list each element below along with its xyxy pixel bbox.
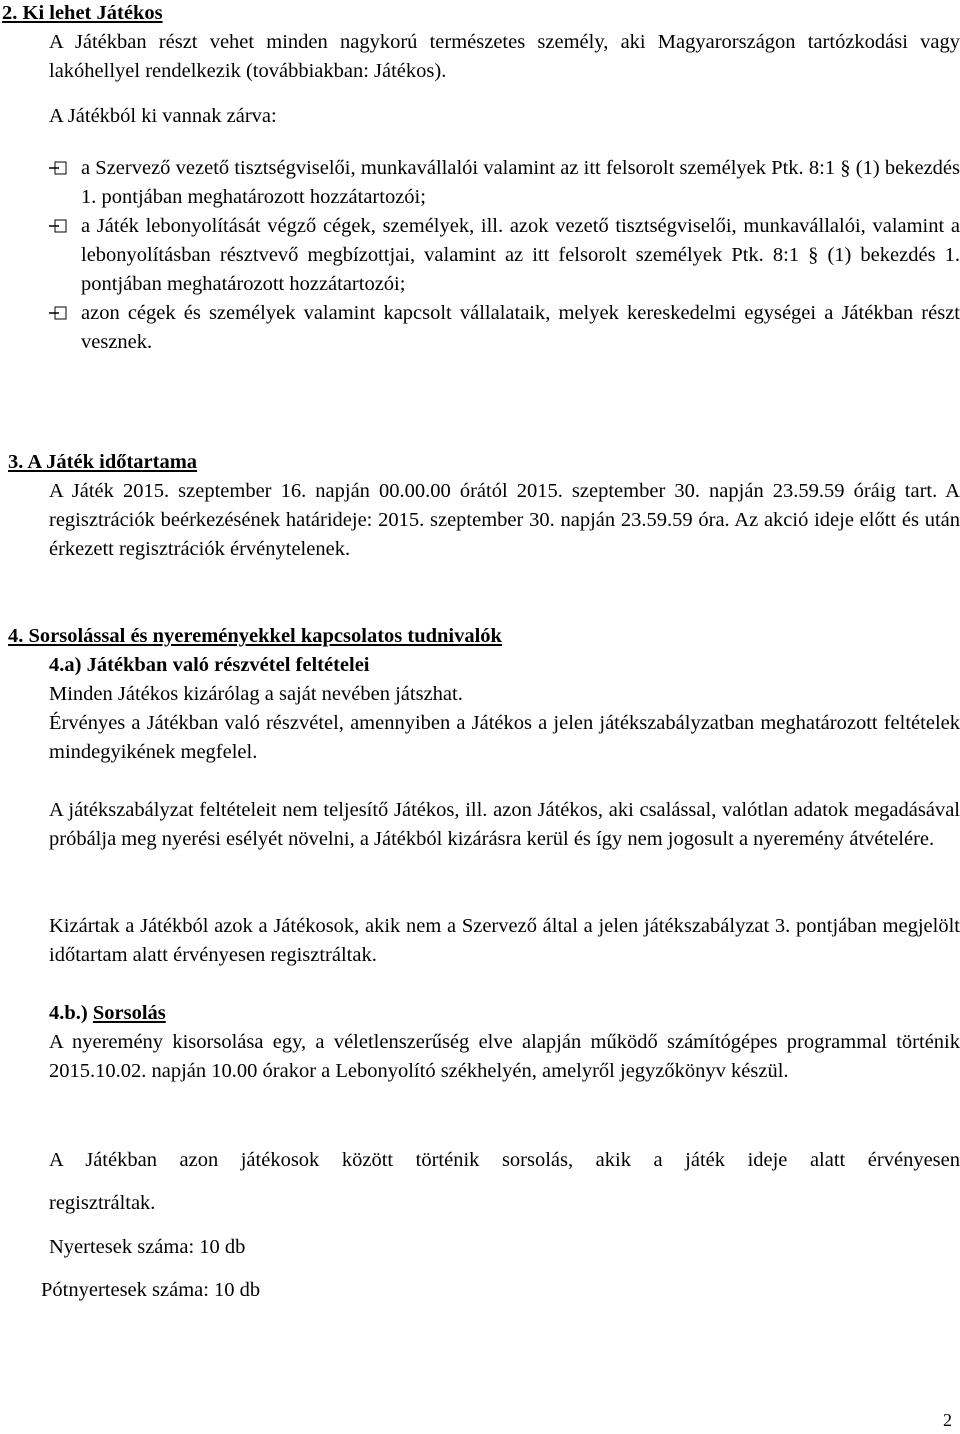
list-item bbox=[49, 154, 960, 212]
excluded-intro: A Játékból ki vannak zárva: bbox=[49, 105, 277, 127]
dash-box-bullet-icon bbox=[49, 161, 67, 175]
section-4a-para-2: Érvényes a Játékban való részvétel, amennyiben a Játékos a jelen játékszabályzatban meghatározott feltételek mindegyikének megfelel. bbox=[49, 712, 960, 763]
section-2-heading: 2. Ki lehet Játékos bbox=[2, 2, 163, 24]
section-4a-para-3: A játékszabályzat feltételeit nem teljesítő Játékos, ill. azon Játékos, aki csalással, valótlan adatok megadásával próbálja meg nyerési esélyét növelni, a Játékból kizárásra kerül és így nem jogosult a nyeremény átvételére. bbox=[49, 799, 960, 850]
section-4a-para-1: Minden Játékos kizárólag a saját nevében játszhat. bbox=[49, 683, 463, 705]
section-4b-title: Sorsolás bbox=[92, 1002, 166, 1024]
section-4b-para-1: A nyeremény kisorsolása egy, a véletlenszerűség elve alapján működő számítógépes programmal történik 2015.10.02. napján 10.00 órakor a Lebonyolító székhelyén, amelyről jegyzőkönyv készül. bbox=[49, 1031, 960, 1082]
section-4b-number: 4.b.) bbox=[49, 1002, 88, 1024]
reserve-winners-count: Pótnyertesek száma: 10 db bbox=[41, 1279, 261, 1301]
dash-box-bullet-icon bbox=[49, 219, 67, 233]
list-item-text: a Játék lebonyolítását végző cégek, személyek, ill. azok vezető tisztségviselői, munkavállalói, valamint a lebonyolításban résztvevő megbízottjai, valamint az itt felsorolt személyek Ptk. 8:1 § (1) bekezdés 1. pontjában meghatározott hozzátartozói; bbox=[81, 215, 960, 295]
dash-box-bullet-icon bbox=[49, 306, 67, 320]
section-4-heading: 4. Sorsolással és nyereményekkel kapcsolatos tudnivalók bbox=[8, 625, 502, 647]
section-3-text: A Játék 2015. szeptember 16. napján 00.00.00 órától 2015. szeptember 30. napján 23.59.59 óráig tart. A regisztrációk beérkezésének határideje: 2015. szeptember 30. napján 23.59.59 óra. Az akció ideje előtt és után érkezett regisztrációk érvénytelenek. bbox=[49, 480, 960, 560]
winners-count: Nyertesek száma: 10 db bbox=[49, 1236, 246, 1258]
section-4a-para-4: Kizártak a Játékból azok a Játékosok, akik nem a Szervező által a jelen játékszabályzat 3. pontjában megjelölt időtartam alatt érvényesen regisztráltak. bbox=[49, 915, 960, 966]
section-2-intro: A Játékban részt vehet minden nagykorú természetes személy, aki Magyarországon tartózkodási vagy lakóhellyel rendelkezik (továbbiakban: Játékos). bbox=[49, 31, 960, 82]
section-4b-para-2-line-2: regisztráltak. bbox=[49, 1192, 156, 1214]
list-item bbox=[49, 212, 960, 299]
list-item-text: azon cégek és személyek valamint kapcsolt vállalataik, melyek kereskedelmi egységei a Játékban részt vesznek. bbox=[81, 302, 960, 353]
page-number: 2 bbox=[943, 1410, 952, 1430]
excluded-list bbox=[49, 154, 960, 357]
section-4a-heading: 4.a) Játékban való részvétel feltételei bbox=[49, 654, 370, 676]
section-4b-heading bbox=[49, 999, 166, 1028]
list-item-text: a Szervező vezető tisztségviselői, munkavállalói valamint az itt felsorolt személyek Ptk. 8:1 § (1) bekezdés 1. pontjában meghatározott hozzátartozói; bbox=[81, 157, 960, 208]
section-4b-para-2-line-1: A Játékban azon játékosok között történik sorsolás, akik a játék ideje alatt érvényesen bbox=[49, 1149, 960, 1171]
list-item bbox=[49, 299, 960, 357]
section-3-heading: 3. A Játék időtartama bbox=[8, 451, 198, 473]
